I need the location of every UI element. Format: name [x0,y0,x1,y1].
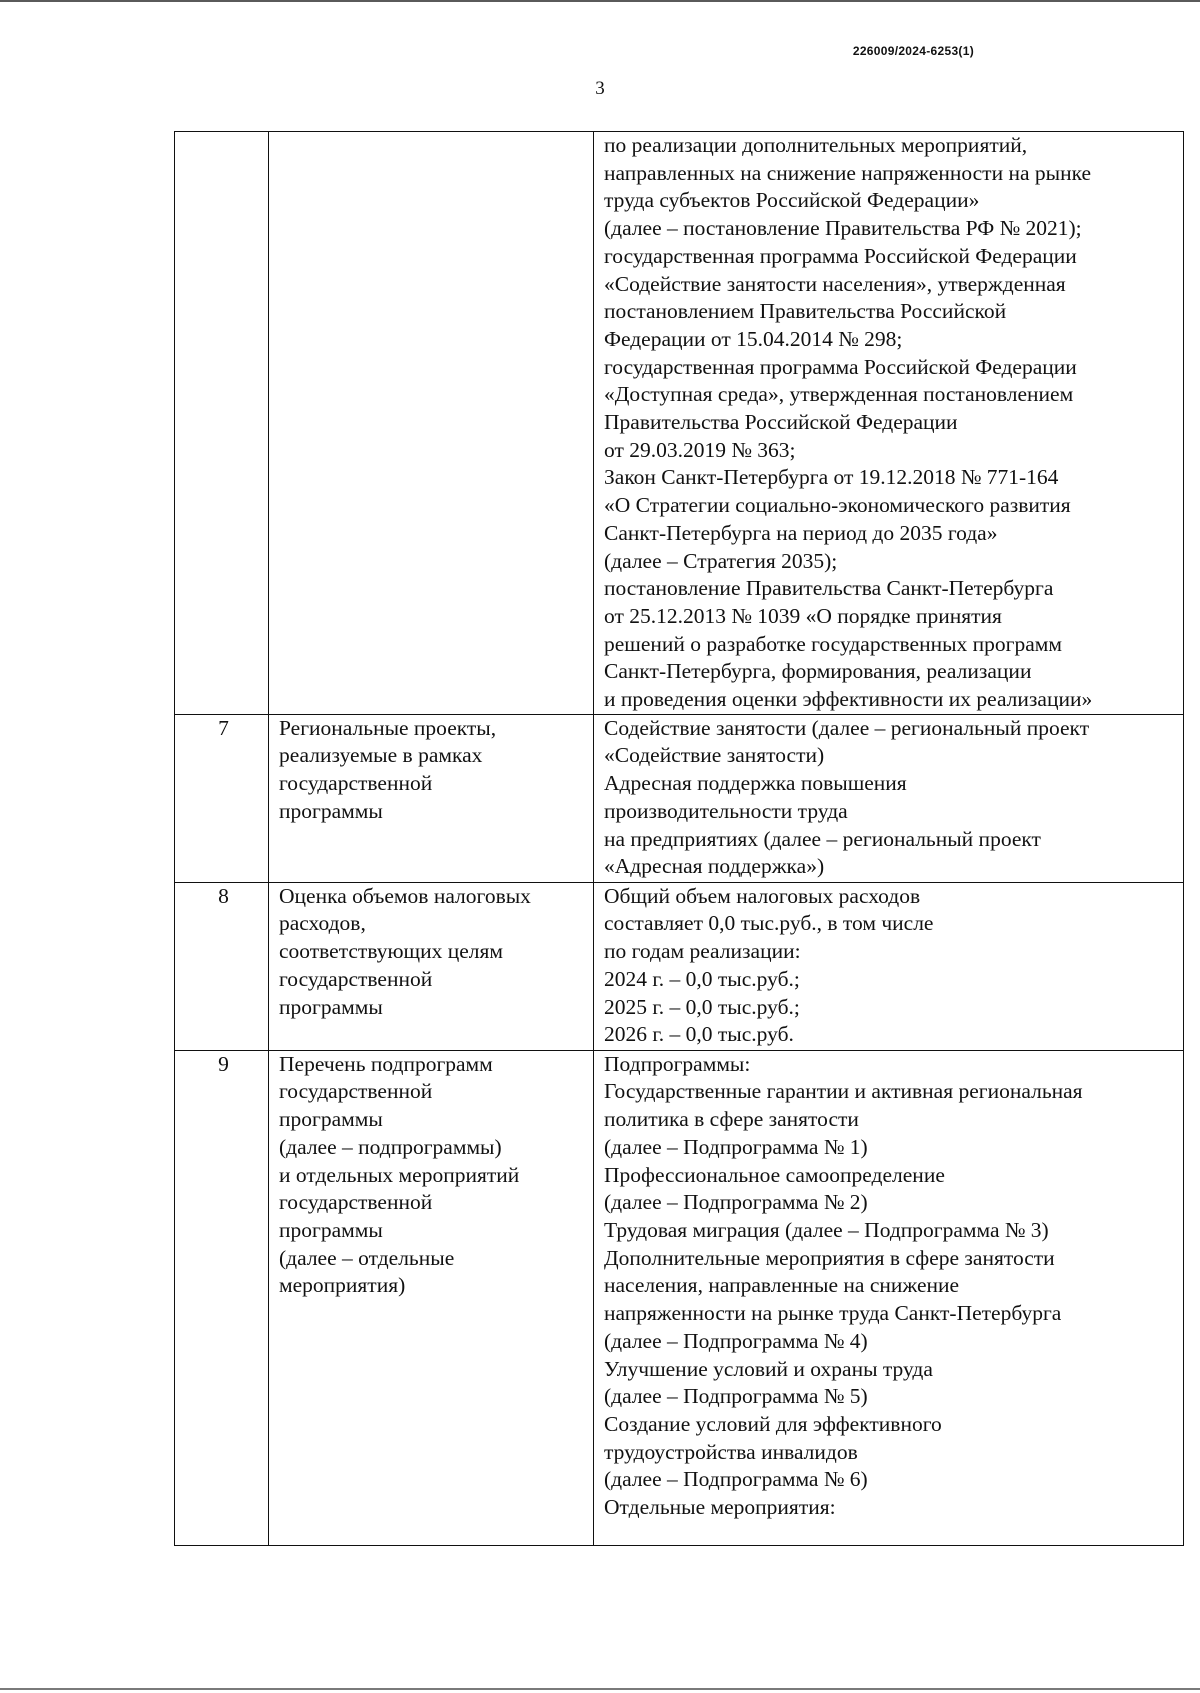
document-id: 226009/2024-6253(1) [852,44,974,58]
row-number-cell: 8 [175,882,269,1050]
program-passport-table [174,131,1184,1546]
row-number-cell [175,132,269,715]
row-value-cell: Содействие занятости (далее – региональный проект «Содействие занятости) Адресная поддержка повышения производительности труда на предприятиях (далее – региональный проект «Адресная поддержка») [594,714,1184,882]
table-row-tax-expenditures [175,882,1184,1050]
row-name-cell [269,132,594,715]
row-number-cell: 7 [175,714,269,882]
scan-edge-bottom [0,1688,1200,1690]
row-value-cell: по реализации дополнительных мероприятий, направленных на снижение напряженности на рынке труда субъектов Российской Федерации» (далее – постановление Правительства РФ № 2021); государственная программа Российской Федерации «Содействие занятости населения», утвержденная постановлением Правительства Российской Федерации от 15.04.2014 № 298; государственная программа Российской Федерации «Доступная среда», утвержденная постановлением Правительства Российской Федерации от 29.03.2019 № 363; Закон Санкт-Петербурга от 19.12.2018 № 771-164 «О Стратегии социально-экономического развития Санкт-Петербурга на период до 2035 года» (далее – Стратегия 2035); постановление Правительства Санкт-Петербурга от 25.12.2013 № 1039 «О порядке принятия решений о разработке государственных программ Санкт-Петербурга, формирования, реализации и проведения оценки эффективности их реализации» [594,132,1184,715]
row-name-cell: Региональные проекты, реализуемые в рамках государственной программы [269,714,594,882]
page-number: 3 [595,78,605,99]
table-row-subprograms [175,1050,1184,1545]
row-name-cell: Перечень подпрограмм государственной программы (далее – подпрограммы) и отдельных мероприятий государственной программы (далее – отдельные мероприятия) [269,1050,594,1545]
row-value-cell: Общий объем налоговых расходов составляет 0,0 тыс.руб., в том числе по годам реализации: 2024 г. – 0,0 тыс.руб.; 2025 г. – 0,0 тыс.руб.; 2026 г. – 0,0 тыс.руб. [594,882,1184,1050]
row-name-cell: Оценка объемов налоговых расходов, соответствующих целям государственной программы [269,882,594,1050]
scan-edge-top [0,0,1200,2]
row-value-cell: Подпрограммы: Государственные гарантии и активная региональная политика в сфере занятости (далее – Подпрограмма № 1) Профессиональное самоопределение (далее – Подпрограмма № 2) Трудовая миграция (далее – Подпрограмма № 3) Дополнительные мероприятия в сфере занятости населения, направленные на снижение напряженности на рынке труда Санкт-Петербурга (далее – Подпрограмма № 4) Улучшение условий и охраны труда (далее – Подпрограмма № 5) Создание условий для эффективного трудоустройства инвалидов (далее – Подпрограмма № 6) Отдельные мероприятия: [594,1050,1184,1545]
table-row-regional-projects [175,714,1184,882]
row-number-cell: 9 [175,1050,269,1545]
table-row-continuation [175,132,1184,715]
